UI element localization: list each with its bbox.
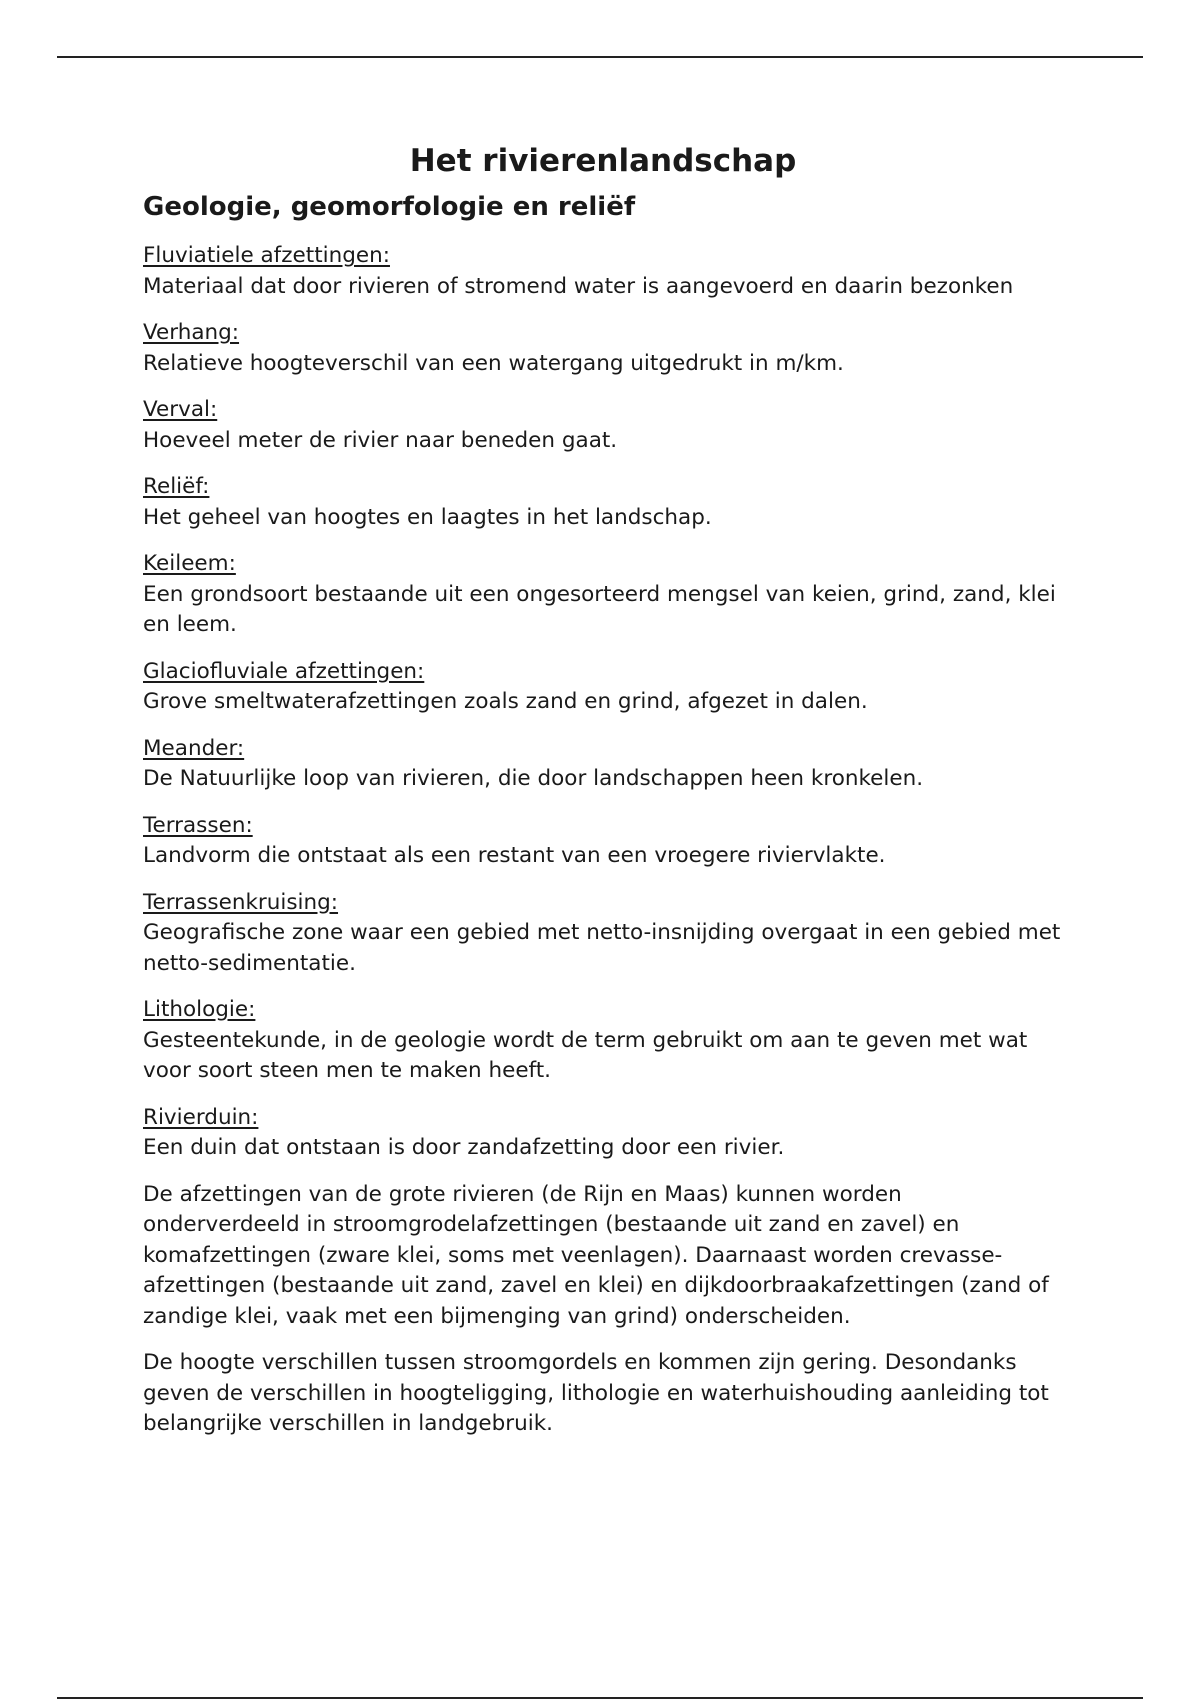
- definition-term: Verhang:: [143, 320, 240, 345]
- definition-entry: [143, 657, 1063, 718]
- definition-text: Een grondsoort bestaande uit een ongesorteerd mengsel van keien, grind, zand, klei en leem.: [143, 581, 1056, 637]
- definition-term: Reliëf:: [143, 474, 210, 499]
- definition-text: De Natuurlijke loop van rivieren, die door landschappen heen kronkelen.: [143, 766, 924, 791]
- section-heading: Geologie, geomorfologie en reliëf: [143, 192, 636, 222]
- definition-term: Fluviatiele afzettingen:: [143, 243, 390, 268]
- definition-text: Een duin dat ontstaan is door zandafzetting door een rivier.: [143, 1135, 785, 1160]
- body-paragraph: De hoogte verschillen tussen stroomgordels en kommen zijn gering. Desondanks geven de verschillen in hoogteligging, lithologie en waterhuishouding aanleiding tot belangrijke verschillen in landgebruik.: [143, 1350, 1049, 1436]
- definition-list: [143, 241, 1063, 1164]
- definition-entry: [143, 811, 1063, 872]
- body-paragraph: De afzettingen van de grote rivieren (de Rijn en Maas) kunnen worden onderverdeeld in stroomgrodelafzettingen (bestaande uit zand en zavel) en komafzettingen (zware klei, soms met veenlagen). Daarnaast worden crevasse-afzettingen (bestaande uit zand, zavel en klei) en dijkdoorbraakafzettingen (zand of zandige klei, vaak met een bijmenging van grind) onderscheiden.: [143, 1181, 1049, 1329]
- definition-text: Geografische zone waar een gebied met netto-insnijding overgaat in een gebied met netto-sedimentatie.: [143, 920, 1061, 976]
- definition-text: Hoeveel meter de rivier naar beneden gaat.: [143, 427, 618, 453]
- definition-text: Het geheel van hoogtes en laagtes in het landschap.: [143, 504, 712, 530]
- definition-text: Grove smeltwaterafzettingen zoals zand en grind, afgezet in dalen.: [143, 689, 868, 714]
- definition-term: Keileem:: [143, 551, 236, 576]
- header-rule: [57, 56, 1143, 58]
- definition-term: Glaciofluviale afzettingen:: [143, 658, 425, 684]
- definition-text: Relatieve hoogteverschil van een watergang uitgedrukt in m/km.: [143, 350, 844, 376]
- definition-text: Materiaal dat door rivieren of stromend water is aangevoerd en daarin bezonken: [143, 273, 1014, 299]
- definition-entry: [143, 734, 1063, 795]
- definition-entry: [143, 995, 1063, 1087]
- definition-entry: [143, 549, 1063, 641]
- definition-term: Rivierduin:: [143, 1104, 259, 1130]
- definition-entry: [143, 888, 1063, 980]
- definition-term: Meander:: [143, 735, 245, 761]
- document-title: Het rivierenlandschap: [409, 143, 797, 179]
- definition-entry: [143, 395, 1063, 456]
- definition-term: Verval:: [143, 397, 218, 422]
- footer-rule: [57, 1697, 1143, 1699]
- definition-term: Lithologie:: [143, 997, 256, 1022]
- definition-entry: [143, 1103, 1063, 1164]
- definition-entry: [143, 472, 1063, 533]
- definition-text: Gesteentekunde, in de geologie wordt de term gebruikt om aan te geven met wat voor soort steen men te maken heeft.: [143, 1027, 1028, 1083]
- definition-term: Terrassen:: [143, 812, 253, 838]
- definition-entry: [143, 318, 1063, 379]
- definition-term: Terrassenkruising:: [143, 889, 339, 915]
- definition-text: Landvorm die ontstaat als een restant van een vroegere riviervlakte.: [143, 843, 886, 868]
- definition-entry: [143, 241, 1063, 302]
- document-body: [143, 138, 1063, 1456]
